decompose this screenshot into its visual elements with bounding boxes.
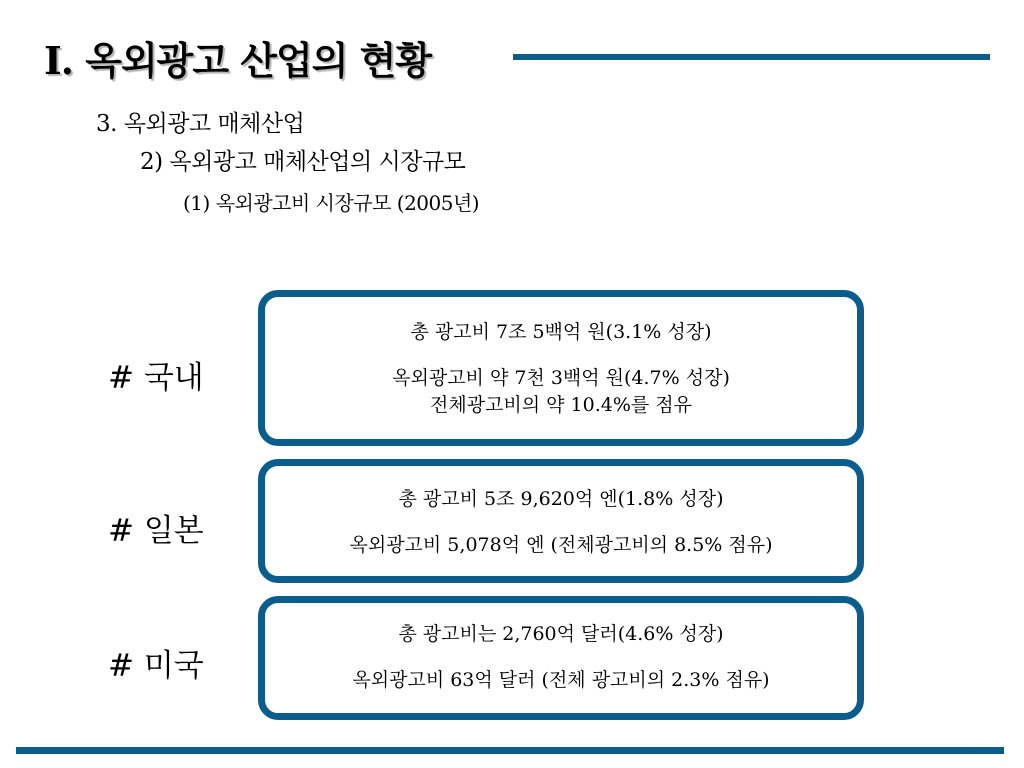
region-label-usa: # 미국 xyxy=(108,648,204,684)
info-line: 총 광고비 5조 9,620억 엔(1.8% 성장) xyxy=(398,488,724,510)
info-line: 옥외광고비 약 7천 3백억 원(4.7% 성장) xyxy=(392,367,730,389)
info-box-usa xyxy=(258,596,864,720)
info-line: 옥외광고비 63억 달러 (전체 광고비의 2.3% 점유) xyxy=(352,669,770,691)
info-box-domestic xyxy=(258,290,864,446)
section-heading: 3. 옥외광고 매체산업 xyxy=(96,111,305,137)
region-label-domestic: # 국내 xyxy=(108,360,204,396)
slide-title: I. 옥외광고 산업의 현황 xyxy=(44,38,432,83)
region-label-japan: # 일본 xyxy=(108,513,204,549)
info-box-japan xyxy=(258,459,864,583)
title-rule xyxy=(513,54,990,60)
info-line: 총 광고비는 2,760억 달러(4.6% 성장) xyxy=(398,623,724,645)
subsection-heading: 2) 옥외광고 매체산업의 시장규모 xyxy=(140,149,466,175)
bottom-rule xyxy=(16,747,1004,754)
topic-heading: (1) 옥외광고비 시장규모 (2005년) xyxy=(183,191,480,215)
info-line: 총 광고비 7조 5백억 원(3.1% 성장) xyxy=(410,321,712,343)
info-line: 전체광고비의 약 10.4%를 점유 xyxy=(429,394,693,416)
info-line: 옥외광고비 5,078억 엔 (전체광고비의 8.5% 점유) xyxy=(349,534,773,556)
